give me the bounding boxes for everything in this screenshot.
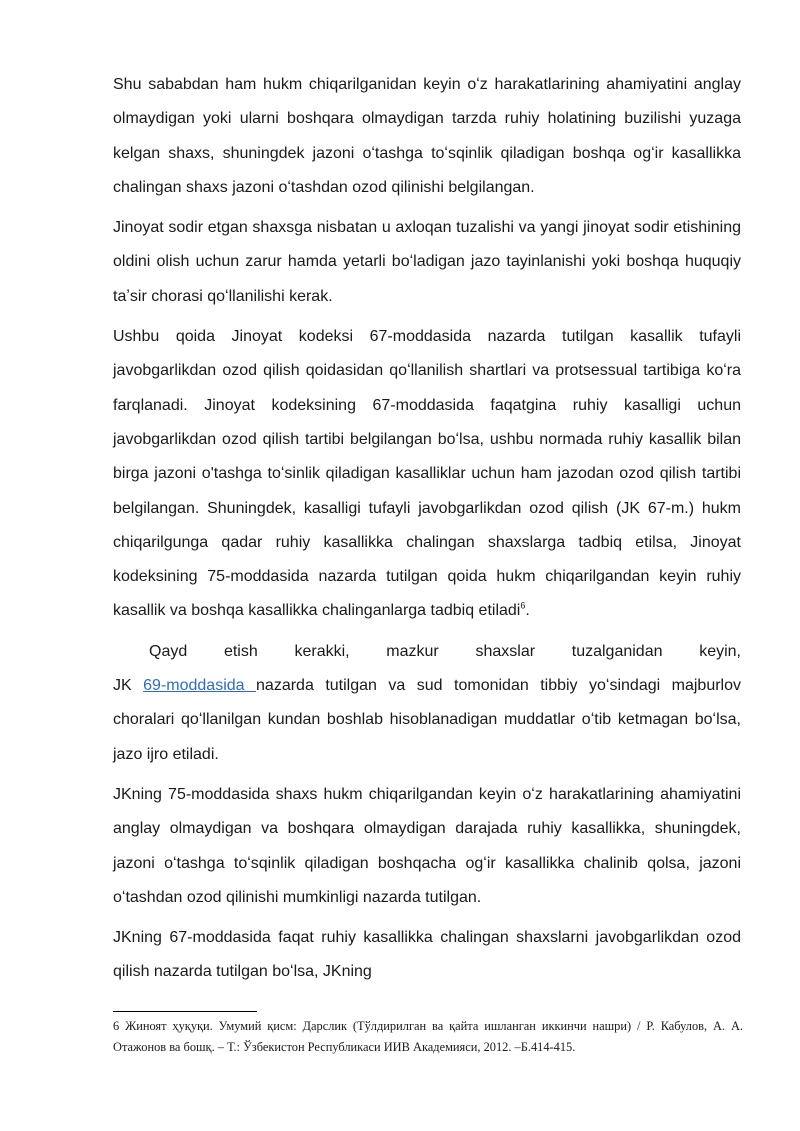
paragraph-4-rest: nazarda tutilgan va sud tomonidan tibbiy yoʻsindagi majburlov choralari qoʻllanilgan kundan boshlab hisoblanadigan muddatlar oʻtib ketmagan boʻlsa, jazo ijro etiladi. <box>113 677 742 763</box>
footnote: 6 Жиноят ҳуқуқи. Умумий қисм: Дарслик (Тўлдирилган ва қайта ишланган иккинчи нашри) / Р. Кабулов, А. А. Отажонов ва бошқ. – Т.: Ўзбекистон Республикаси ИИВ Академияси, 2012. –Б.414-415. <box>113 1019 743 1054</box>
paragraph-5: JKning 75-moddasida shaxs hukm chiqarilgandan keyin oʻz harakatlarining ahamiyatini anglay olmaydigan va boshqara olmaydigan darajada ruhiy kasallikka, shuningdek, jazoni oʻtashga toʻsqinlik qiladigan boshqacha ogʻir kasallikka chalinib qolsa, jazoni oʻtashdan ozod qilinishi mumkinligi nazarda tutilgan. <box>113 785 741 906</box>
paragraph-6: JKning 67-moddasida faqat ruhiy kasallikka chalingan shaxslarni javobgarlikdan ozod qilish nazarda tutilgan boʻlsa, JKning <box>113 929 741 981</box>
paragraph-4 <box>113 669 741 772</box>
paragraph-2: Jinoyat sodir etgan shaxsga nisbatan u axloqan tuzalishi va yangi jinoyat sodir etishining oldini olish uchun zarur hamda yetarli boʻladigan jazo tayinlanishi yoki boshqa huquqiy taʼsir chorasi qoʻllanilishi kerak. <box>113 219 741 305</box>
paragraph-4-prefix: JK <box>113 677 144 695</box>
footnote-separator <box>113 1011 257 1012</box>
paragraph-3 <box>113 320 741 629</box>
article-69-link[interactable]: 69-moddasida <box>143 677 257 695</box>
paragraph-4-line-1: Qayd etish kerakki, mazkur shaxslar tuzalganidan keyin, <box>149 642 741 660</box>
footnote-reference: 6 <box>520 601 526 612</box>
paragraph-3-text: Ushbu qoida Jinoyat kodeksi 67-moddasida nazarda tutilgan kasallik tufayli javobgarlikdan ozod qilish qoidasidan qoʻllanilish shartlari va protsessual tartibiga koʻra farqlanadi. Jinoyat kodeksining 67-moddasida faqatgina ruhiy kasalligi uchun javobgarlikdan ozod qilish tartibi belgilangan boʻlsa, ushbu normada ruhiy kasallik bilan birga jazoni o'tashga toʻsinlik qiladigan kasalliklar uchun ham jazodan ozod qilish tartibi belgilangan. Shuningdek, kasalligi tufayli javobgarlikdan ozod qilish (JK 67-m.) hukm chiqarilgunga qadar ruhiy kasallikka chalingan shaxslarga tadbiq etilsa, Jinoyat kodeksining 75-moddasida nazarda tutilgan qoida hukm chiqarilgandan keyin ruhiy kasallik va boshqa kasallikka chalinganlarga tadbiq etiladi <box>113 328 741 620</box>
paragraph-1: Shu sababdan ham hukm chiqarilganidan keyin oʻz harakatlarining ahamiyatini anglay olmaydigan yoki ularni boshqara olmaydigan tarzda ruhiy holatining buzilishi yuzaga kelgan shaxs, shuningdek jazoni oʻtashga toʻsqinlik qiladigan boshqa ogʻir kasallikka chalingan shaxs jazoni oʻtashdan ozod qilinishi belgilangan. <box>113 76 741 196</box>
body-text <box>113 68 741 996</box>
paragraph-3-end: . <box>525 602 530 620</box>
